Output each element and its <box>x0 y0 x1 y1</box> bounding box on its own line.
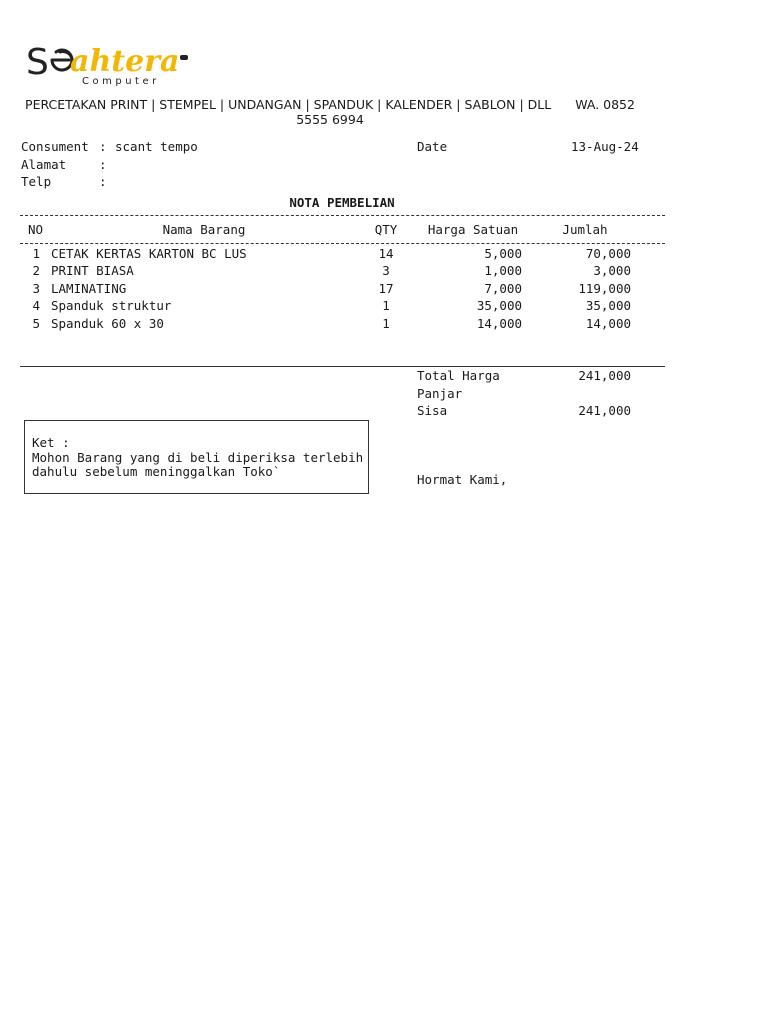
table-top-divider <box>20 215 665 216</box>
consument-label: Consument <box>21 139 89 154</box>
alamat-label: Alamat <box>21 157 67 172</box>
cell-no: 2 <box>32 263 40 279</box>
column-header-no: NO <box>28 222 44 237</box>
cell-qty: 1 <box>382 298 390 314</box>
document-title: NOTA PEMBELIAN <box>289 195 395 210</box>
note-box <box>24 420 369 494</box>
sisa-label: Sisa <box>417 403 448 418</box>
table-row <box>0 263 768 280</box>
column-header-name: Nama Barang <box>162 222 246 237</box>
sisa-value: 241,000 <box>578 403 631 418</box>
note-line-2: dahulu sebelum meninggalkan Toko` <box>32 464 281 479</box>
cell-no: 3 <box>32 280 40 296</box>
closing-text: Hormat Kami, <box>417 472 508 487</box>
logo-computer-text: Computer <box>82 76 160 87</box>
cell-qty: 17 <box>378 280 394 296</box>
date-label: Date <box>417 139 448 154</box>
consument-value: scant tempo <box>115 139 198 154</box>
cell-total: 119,000 <box>578 280 631 296</box>
logo-ahtera-text: ahtera <box>70 44 180 79</box>
panjar-label: Panjar <box>417 386 463 401</box>
cell-total: 70,000 <box>585 246 631 261</box>
table-row <box>0 298 768 315</box>
logo-mouse-icon <box>180 55 188 60</box>
cell-no: 1 <box>32 246 40 261</box>
cell-no: 4 <box>32 298 40 314</box>
table-header-divider <box>20 243 665 244</box>
cell-name: Spanduk 60 x 30 <box>51 315 164 331</box>
cell-price: 1,000 <box>484 263 522 279</box>
cell-name: PRINT BIASA <box>51 263 134 279</box>
table-row <box>0 316 768 333</box>
alamat-colon: : <box>99 157 107 172</box>
cell-no: 5 <box>32 315 40 331</box>
company-logo-mark <box>26 38 201 90</box>
cell-name: LAMINATING <box>51 280 127 296</box>
column-header-price: Harga Satuan <box>427 222 519 237</box>
column-header-qty: QTY <box>374 222 398 237</box>
cell-name: Spanduk struktur <box>51 298 172 314</box>
item-table-body <box>0 246 768 333</box>
consument-colon: : <box>99 139 107 154</box>
cell-qty: 14 <box>378 246 394 261</box>
whatsapp-number: WA. 0852 5555 6994 <box>296 97 635 127</box>
cell-qty: 1 <box>382 315 390 331</box>
telp-label: Telp <box>21 174 52 189</box>
table-bottom-divider <box>20 366 665 367</box>
cell-price: 7,000 <box>484 280 522 296</box>
cell-price: 14,000 <box>476 315 522 331</box>
total-value: 241,000 <box>578 368 631 383</box>
company-logo <box>26 38 201 90</box>
cell-price: 5,000 <box>484 246 522 261</box>
table-row <box>0 281 768 298</box>
date-value: 13-Aug-24 <box>571 139 639 154</box>
cell-qty: 3 <box>382 263 390 279</box>
total-label: Total Harga <box>417 368 500 383</box>
column-header-total: Jumlah <box>562 222 608 237</box>
note-label: Ket : <box>32 435 70 450</box>
cell-total: 3,000 <box>593 263 631 279</box>
cell-total: 14,000 <box>585 315 631 331</box>
cell-name: CETAK KERTAS KARTON BC LUS <box>51 246 247 261</box>
services-text: PERCETAKAN PRINT | STEMPEL | UNDANGAN | SPANDUK | KALENDER | SABLON | DLL <box>25 97 552 112</box>
logo-letter-s: S <box>26 42 49 83</box>
telp-colon: : <box>99 174 107 189</box>
table-row <box>0 246 768 263</box>
note-line-1: Mohon Barang yang di beli diperiksa terlebih <box>32 450 364 465</box>
cell-total: 35,000 <box>585 298 631 314</box>
header-services-line <box>20 97 640 127</box>
cell-price: 35,000 <box>476 298 522 314</box>
